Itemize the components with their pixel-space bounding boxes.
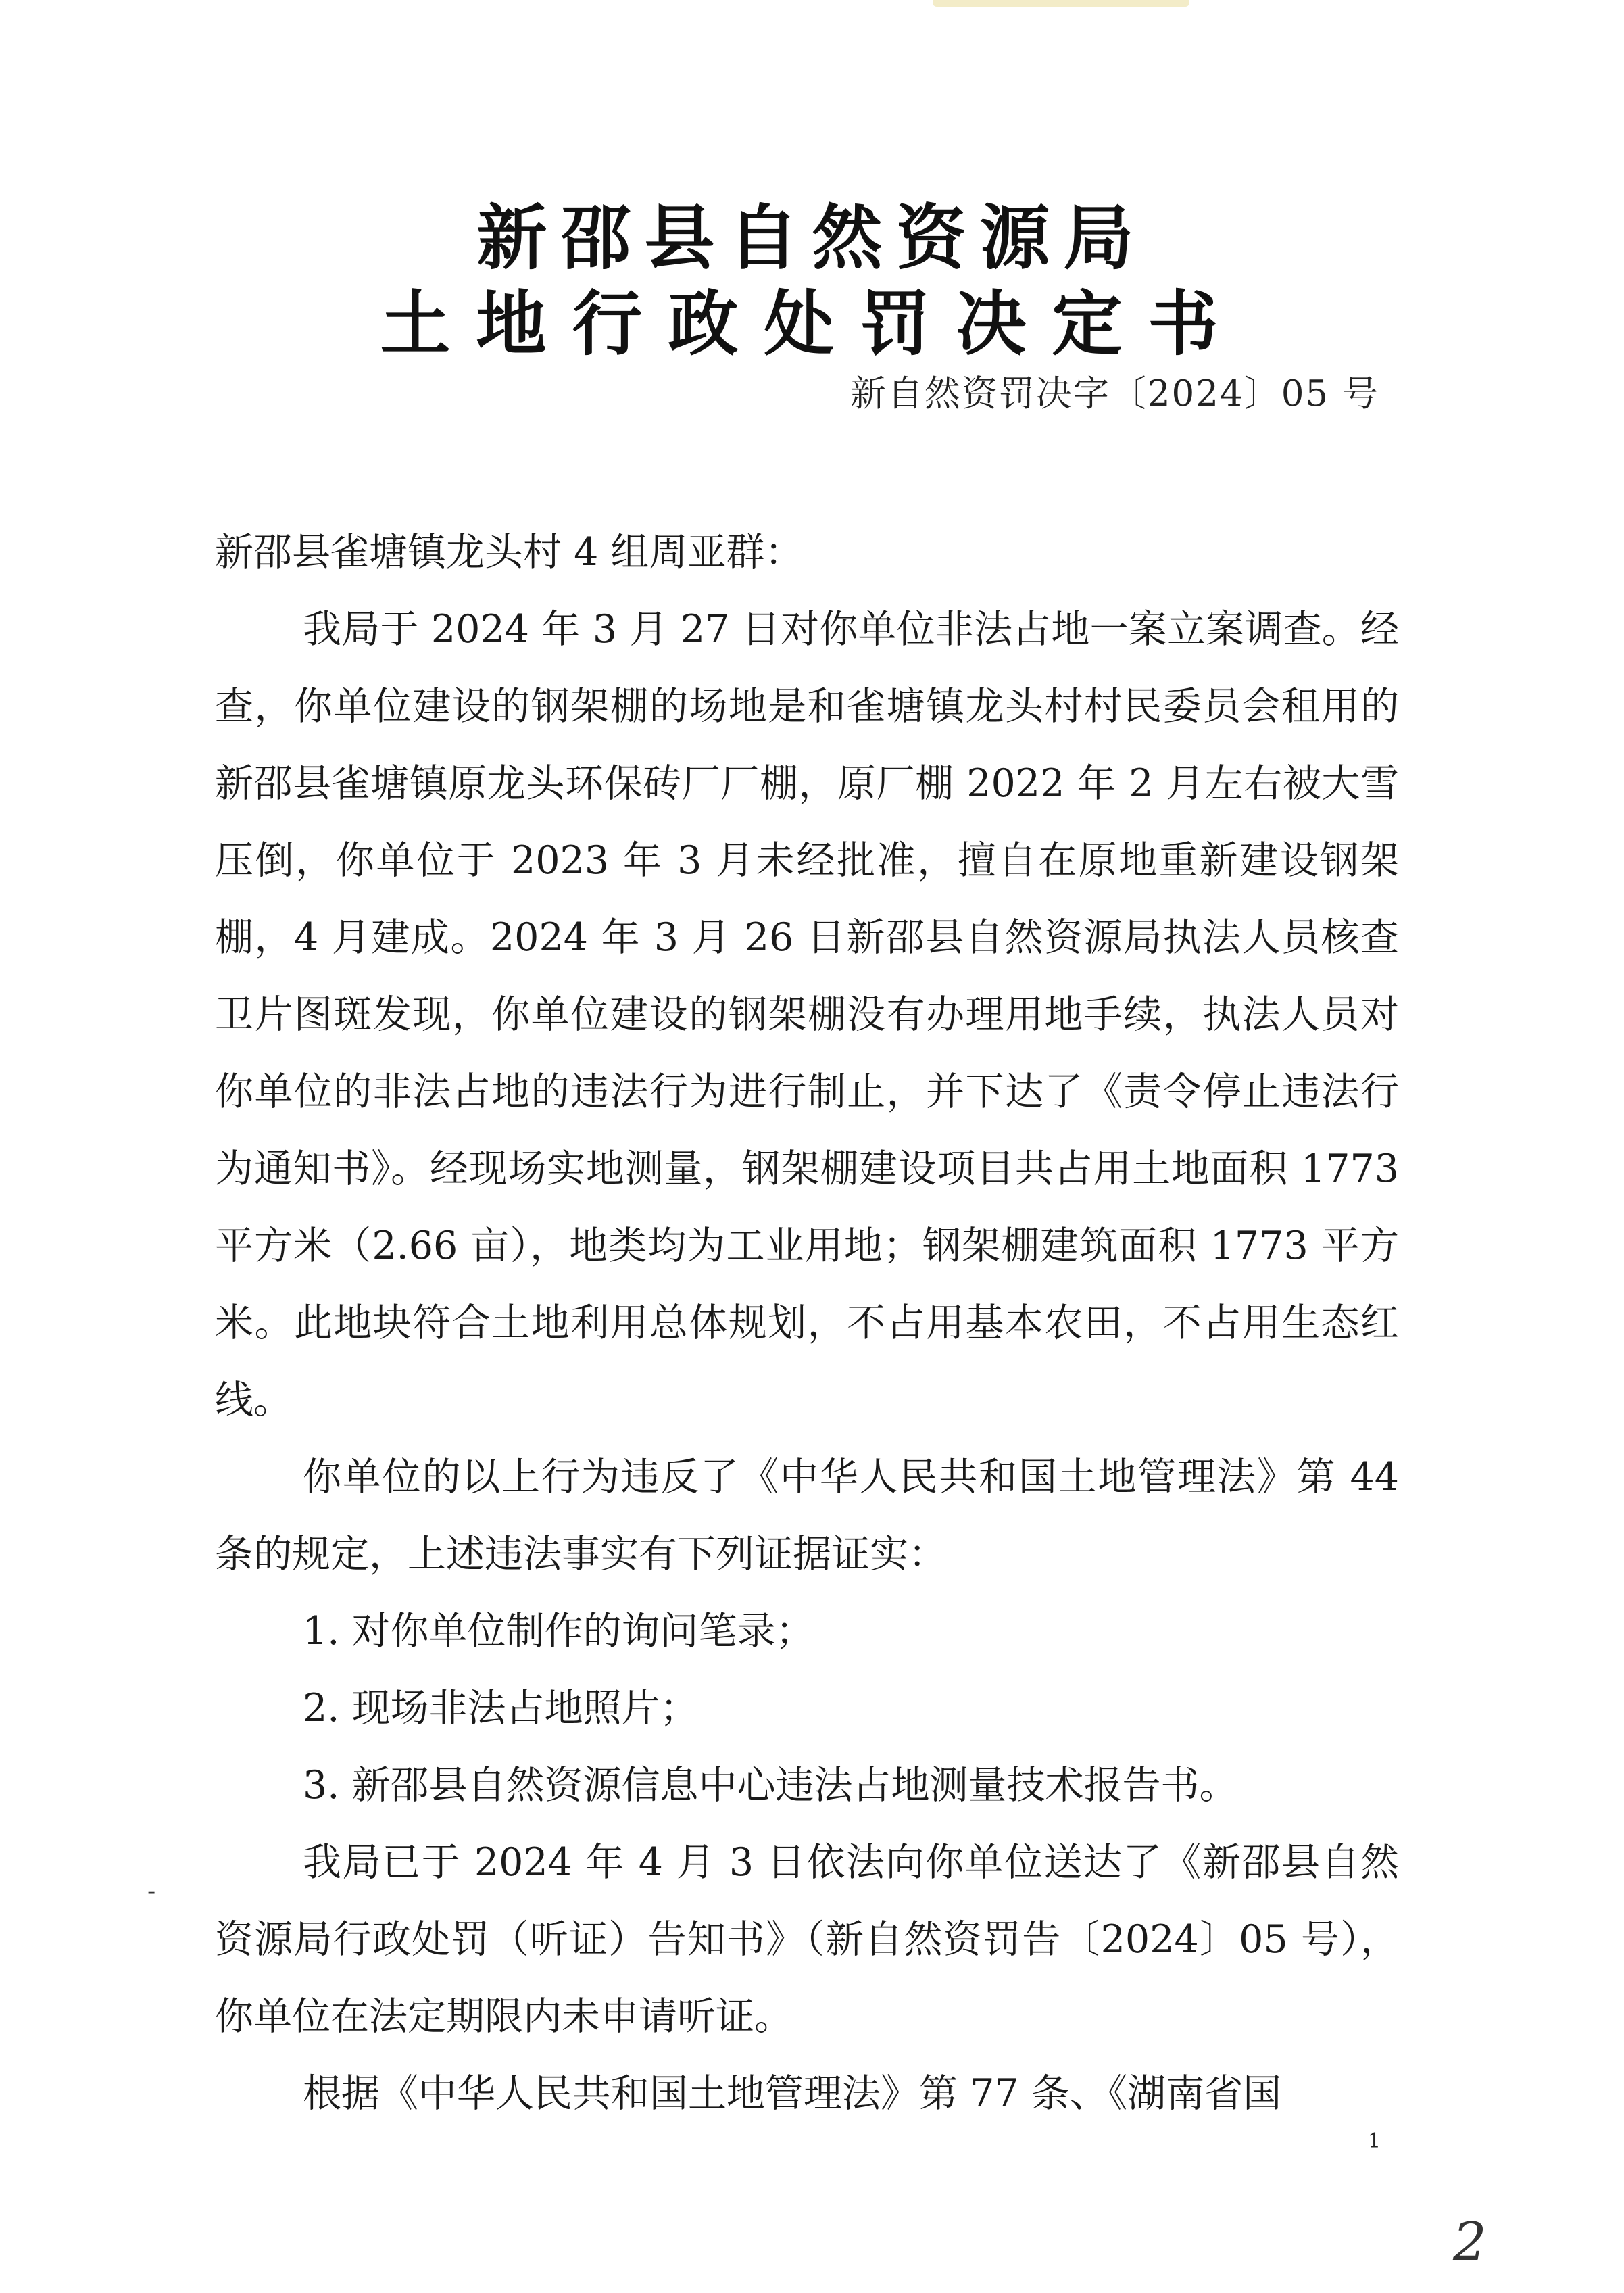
- evidence-item: 1. 对你单位制作的询问笔录；: [303, 1609, 814, 1654]
- document-body: [215, 591, 1399, 2132]
- violation-paragraph: 你单位的以上行为违反了《中华人民共和国土地管理法》第 44 条的规定，上述违法事实有下列证据证实：: [215, 1455, 1399, 1576]
- facts-paragraph: 我局于 2024 年 3 月 27 日对你单位非法占地一案立案调查。经查，你单位建设的钢架棚的场地是和雀塘镇龙头村村民委员会租用的新邵县雀塘镇原龙头环保砖厂厂棚，原厂棚 2022 年 2 月左右被大雪压倒，你单位于 2023 年 3 月未经批准，擅自在原地重新建设钢架棚，4 月建成。2024 年 3 月 26 日新邵县自然资源局执法人员核查卫片图斑发现，你单位建设的钢架棚没有办理用地手续，执法人员对你单位的非法占地的违法行为进行制止，并下达了《责令停止违法行为通知书》。经现场实地测量，钢架棚建设项目共占用土地面积 1773 平方米（2.66 亩），地类均为工业用地；钢架棚建筑面积 1773 平方米。此地块符合土地利用总体规划，不占用基本农田，不占用生态红线。: [215, 607, 1399, 1422]
- handwritten-page-mark: 2: [1453, 2212, 1487, 2273]
- document-number: 新自然资罚决字〔2024〕05 号: [850, 373, 1379, 414]
- evidence-item: 2. 现场非法占地照片；: [303, 1686, 699, 1731]
- document-title: 土地行政处罚决定书: [380, 283, 1244, 365]
- addressee: 新邵县雀塘镇龙头村 4 组周亚群：: [215, 530, 804, 575]
- issuing-authority-title: 新邵县自然资源局: [476, 197, 1148, 279]
- page-number: 1: [1368, 2129, 1381, 2153]
- legal-basis-paragraph: 根据《中华人民共和国土地管理法》第 77 条、《湖南省国: [303, 2071, 1282, 2116]
- evidence-item: 3. 新邵县自然资源信息中心违法占地测量技术报告书。: [303, 1763, 1238, 1808]
- stray-mark: -: [147, 1878, 156, 1906]
- scan-artifact: [933, 0, 1189, 7]
- hearing-notice-paragraph: 我局已于 2024 年 4 月 3 日依法向你单位送达了《新邵县自然资源局行政处罚（听证）告知书》（新自然资罚告〔2024〕05 号），你单位在法定期限内未申请听证。: [215, 1840, 1399, 2039]
